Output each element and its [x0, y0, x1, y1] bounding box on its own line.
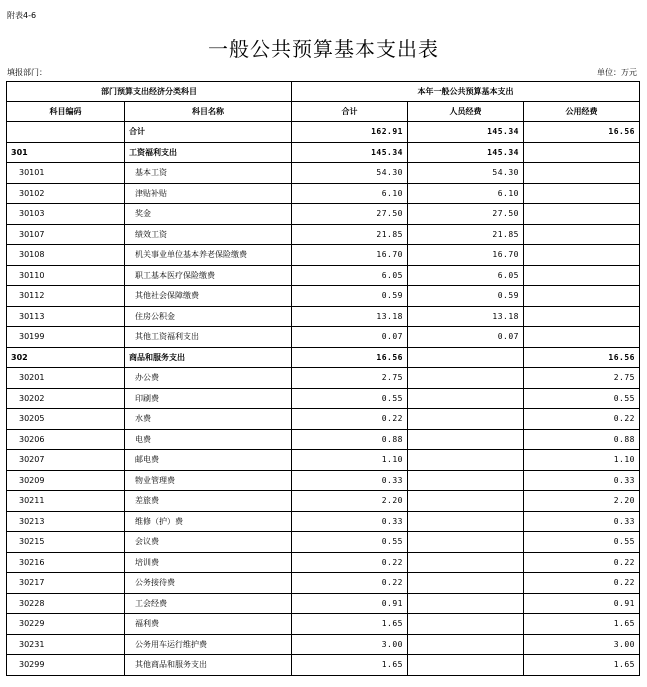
cell-total: 0.07	[292, 327, 408, 348]
cell-code: 301	[7, 142, 125, 163]
table-row	[7, 655, 640, 676]
cell-code: 30113	[7, 306, 125, 327]
table-row	[7, 245, 640, 266]
cell-total: 0.22	[292, 573, 408, 594]
cell-name: 维修（护）费	[125, 511, 292, 532]
cell-name: 其他社会保障缴费	[125, 286, 292, 307]
cell-personnel	[408, 655, 524, 676]
cell-public: 0.55	[524, 532, 640, 553]
cell-personnel	[408, 532, 524, 553]
page-title: 一般公共预算基本支出表	[208, 37, 439, 61]
cell-name: 住房公积金	[125, 306, 292, 327]
cell-name: 电费	[125, 429, 292, 450]
cell-code: 30201	[7, 368, 125, 389]
cell-total: 0.55	[292, 532, 408, 553]
cell-personnel	[408, 634, 524, 655]
cell-personnel: 145.34	[408, 122, 524, 143]
cell-code: 30103	[7, 204, 125, 225]
table-row	[7, 532, 640, 553]
cell-personnel: 16.70	[408, 245, 524, 266]
cell-name: 福利费	[125, 614, 292, 635]
table-row	[7, 573, 640, 594]
cell-total: 27.50	[292, 204, 408, 225]
cell-name: 物业管理费	[125, 470, 292, 491]
table-row	[7, 634, 640, 655]
cell-code: 30107	[7, 224, 125, 245]
cell-name: 机关事业单位基本养老保险缴费	[125, 245, 292, 266]
cell-public: 2.20	[524, 491, 640, 512]
cell-name: 绩效工资	[125, 224, 292, 245]
table-row	[7, 204, 640, 225]
cell-total: 0.55	[292, 388, 408, 409]
cell-code: 30110	[7, 265, 125, 286]
unit-label: 单位：万元	[597, 68, 637, 77]
table-row	[7, 368, 640, 389]
cell-code: 30112	[7, 286, 125, 307]
cell-name: 津贴补贴	[125, 183, 292, 204]
group-header-expenditure: 本年一般公共预算基本支出	[292, 82, 640, 102]
cell-name: 其他工资福利支出	[125, 327, 292, 348]
table-row	[7, 593, 640, 614]
cell-public: 3.00	[524, 634, 640, 655]
cell-name: 办公费	[125, 368, 292, 389]
cell-personnel	[408, 388, 524, 409]
cell-total: 0.22	[292, 552, 408, 573]
cell-code: 30211	[7, 491, 125, 512]
cell-total: 16.70	[292, 245, 408, 266]
cell-personnel	[408, 593, 524, 614]
cell-code: 302	[7, 347, 125, 368]
cell-code: 30213	[7, 511, 125, 532]
table-row	[7, 450, 640, 471]
cell-personnel	[408, 470, 524, 491]
cell-personnel	[408, 368, 524, 389]
cell-public: 0.22	[524, 552, 640, 573]
table-row	[7, 224, 640, 245]
table-row	[7, 265, 640, 286]
cell-total: 2.75	[292, 368, 408, 389]
cell-total: 162.91	[292, 122, 408, 143]
cell-public: 2.75	[524, 368, 640, 389]
cell-name: 职工基本医疗保险缴费	[125, 265, 292, 286]
cell-total: 145.34	[292, 142, 408, 163]
cell-name: 印刷费	[125, 388, 292, 409]
cell-name: 培训费	[125, 552, 292, 573]
cell-personnel	[408, 552, 524, 573]
cell-personnel: 0.07	[408, 327, 524, 348]
cell-code	[7, 122, 125, 143]
table-row	[7, 306, 640, 327]
cell-total: 54.30	[292, 163, 408, 184]
table-row	[7, 552, 640, 573]
cell-total: 1.65	[292, 614, 408, 635]
cell-personnel: 27.50	[408, 204, 524, 225]
cell-total: 0.33	[292, 511, 408, 532]
cell-public: 0.33	[524, 470, 640, 491]
cell-total: 3.00	[292, 634, 408, 655]
table-row	[7, 286, 640, 307]
expenditure-table	[6, 81, 640, 676]
cell-total: 1.65	[292, 655, 408, 676]
cell-code: 30205	[7, 409, 125, 430]
cell-total: 0.22	[292, 409, 408, 430]
cell-name: 差旅费	[125, 491, 292, 512]
cell-total: 1.10	[292, 450, 408, 471]
cell-public: 0.88	[524, 429, 640, 450]
cell-public: 0.22	[524, 573, 640, 594]
table-row	[7, 511, 640, 532]
cell-public: 1.65	[524, 614, 640, 635]
cell-total: 0.88	[292, 429, 408, 450]
table-row	[7, 142, 640, 163]
cell-personnel: 0.59	[408, 286, 524, 307]
table-row	[7, 183, 640, 204]
cell-total: 2.20	[292, 491, 408, 512]
cell-public	[524, 245, 640, 266]
cell-public	[524, 286, 640, 307]
cell-personnel	[408, 491, 524, 512]
col-header-total: 合计	[292, 102, 408, 122]
cell-total: 0.33	[292, 470, 408, 491]
cell-personnel	[408, 429, 524, 450]
cell-total: 16.56	[292, 347, 408, 368]
cell-code: 30228	[7, 593, 125, 614]
cell-personnel	[408, 450, 524, 471]
cell-total: 21.85	[292, 224, 408, 245]
table-row	[7, 347, 640, 368]
cell-code: 30215	[7, 532, 125, 553]
cell-personnel: 6.05	[408, 265, 524, 286]
cell-public	[524, 327, 640, 348]
cell-personnel	[408, 573, 524, 594]
cell-personnel: 13.18	[408, 306, 524, 327]
cell-public: 0.55	[524, 388, 640, 409]
table-row	[7, 429, 640, 450]
cell-name: 合计	[125, 122, 292, 143]
cell-public: 1.65	[524, 655, 640, 676]
cell-name: 商品和服务支出	[125, 347, 292, 368]
table-row	[7, 163, 640, 184]
cell-personnel	[408, 409, 524, 430]
cell-public: 1.10	[524, 450, 640, 471]
cell-personnel: 6.10	[408, 183, 524, 204]
cell-public: 0.91	[524, 593, 640, 614]
cell-public	[524, 306, 640, 327]
cell-code: 30217	[7, 573, 125, 594]
cell-personnel: 54.30	[408, 163, 524, 184]
cell-public	[524, 265, 640, 286]
table-row	[7, 470, 640, 491]
table-row	[7, 409, 640, 430]
cell-personnel: 145.34	[408, 142, 524, 163]
cell-code: 30101	[7, 163, 125, 184]
col-header-public: 公用经费	[524, 102, 640, 122]
cell-personnel: 21.85	[408, 224, 524, 245]
cell-code: 30216	[7, 552, 125, 573]
cell-public	[524, 163, 640, 184]
table-row	[7, 614, 640, 635]
cell-name: 公务接待费	[125, 573, 292, 594]
cell-name: 公务用车运行维护费	[125, 634, 292, 655]
cell-public: 16.56	[524, 347, 640, 368]
cell-total: 13.18	[292, 306, 408, 327]
cell-name: 基本工资	[125, 163, 292, 184]
cell-public	[524, 224, 640, 245]
cell-personnel	[408, 511, 524, 532]
cell-code: 30102	[7, 183, 125, 204]
table-body	[7, 122, 640, 676]
cell-code: 30206	[7, 429, 125, 450]
cell-code: 30209	[7, 470, 125, 491]
cell-public	[524, 183, 640, 204]
cell-public	[524, 142, 640, 163]
cell-name: 水费	[125, 409, 292, 430]
cell-total: 6.05	[292, 265, 408, 286]
table-row	[7, 388, 640, 409]
attachment-label: 附表4-6	[7, 11, 37, 20]
cell-code: 30229	[7, 614, 125, 635]
group-header-classification: 部门预算支出经济分类科目	[7, 82, 292, 102]
cell-code: 30207	[7, 450, 125, 471]
cell-total: 0.91	[292, 593, 408, 614]
cell-code: 30299	[7, 655, 125, 676]
cell-name: 其他商品和服务支出	[125, 655, 292, 676]
filling-dept-label: 填报部门：	[7, 68, 47, 77]
cell-public: 0.33	[524, 511, 640, 532]
cell-personnel	[408, 347, 524, 368]
cell-name: 工资福利支出	[125, 142, 292, 163]
cell-name: 邮电费	[125, 450, 292, 471]
col-header-personnel: 人员经费	[408, 102, 524, 122]
cell-public: 0.22	[524, 409, 640, 430]
cell-code: 30231	[7, 634, 125, 655]
table-row	[7, 491, 640, 512]
cell-total: 0.59	[292, 286, 408, 307]
cell-personnel	[408, 614, 524, 635]
table-row	[7, 122, 640, 143]
cell-public	[524, 204, 640, 225]
cell-total: 6.10	[292, 183, 408, 204]
col-header-code: 科目编码	[7, 102, 125, 122]
cell-name: 奖金	[125, 204, 292, 225]
cell-name: 工会经费	[125, 593, 292, 614]
cell-name: 会议费	[125, 532, 292, 553]
cell-code: 30108	[7, 245, 125, 266]
cell-code: 30202	[7, 388, 125, 409]
table-row	[7, 327, 640, 348]
cell-public: 16.56	[524, 122, 640, 143]
cell-code: 30199	[7, 327, 125, 348]
col-header-name: 科目名称	[125, 102, 292, 122]
